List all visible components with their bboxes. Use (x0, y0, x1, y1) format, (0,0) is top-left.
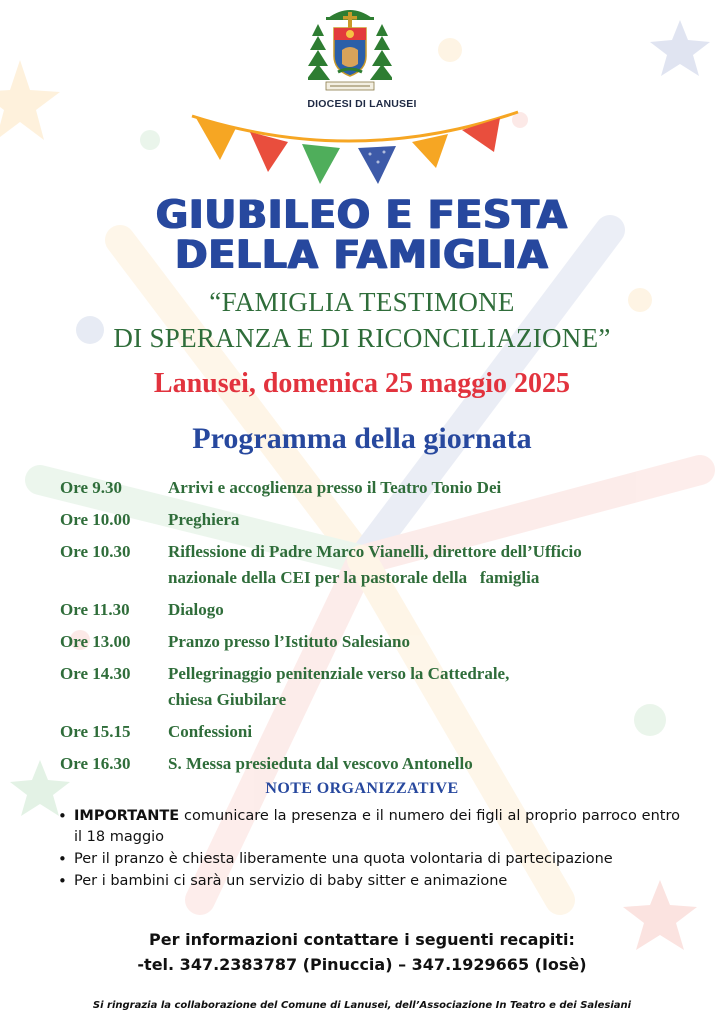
schedule-time: Ore 11.30 (60, 600, 130, 619)
note-item (58, 806, 680, 848)
activity-text: Arrivi e accoglienza presso il Teatro Tonio Dei (168, 478, 502, 497)
schedule-row (60, 629, 700, 655)
bunting-decoration-icon (190, 108, 520, 194)
note-text: Per il pranzo è chiesta liberamente una quota volontaria di partecipazione (74, 851, 613, 867)
activity-text: Riflessione di Padre Marco Vianelli, direttore dell’Ufficio (168, 542, 582, 561)
schedule-time: Ore 13.00 (60, 632, 131, 651)
activity-text: Preghiera (168, 510, 240, 529)
schedule-row (60, 539, 700, 591)
schedule-row (60, 751, 700, 777)
schedule-row (60, 475, 700, 501)
schedule-time: Ore 9.30 (60, 478, 123, 497)
activity-text-continued: nazionale della CEI per la pastorale della famiglia (168, 568, 540, 587)
activity-text: Confessioni (168, 722, 253, 741)
schedule-row (60, 661, 700, 713)
schedule-time: Ore 14.30 (60, 664, 131, 683)
note-emphasis: IMPORTANTE (74, 808, 180, 824)
schedule-activity (168, 475, 700, 501)
diocese-crest-icon (308, 4, 392, 96)
schedule-list (60, 475, 700, 783)
theme-line-1: “FAMIGLIA TESTIMONE (209, 287, 515, 317)
note-text: Per i bambini ci sarà un servizio di baby sitter e animazione (74, 873, 508, 889)
schedule-activity (168, 539, 700, 591)
activity-text-continued: chiesa Giubilare (168, 690, 287, 709)
theme-line-2: DI SPERANZA E DI RICONCILIAZIONE” (113, 323, 611, 353)
activity-text: S. Messa presieduta dal vescovo Antonello (168, 754, 473, 773)
acknowledgement-footer: Si ringrazia la collaborazione del Comune di Lanusei, dell’Associazione In Teatro e dei Salesiani (92, 1000, 632, 1011)
notes-heading: NOTE ORGANIZZATIVE (265, 780, 459, 797)
schedule-row (60, 719, 700, 745)
schedule-time: Ore 16.30 (60, 754, 131, 773)
main-title-line-1: GIUBILEO E FESTA (156, 193, 568, 238)
activity-text: Dialogo (168, 600, 224, 619)
schedule-activity (168, 629, 700, 655)
main-title-line-2: DELLA FAMIGLIA (175, 233, 549, 278)
schedule-time: Ore 15.15 (60, 722, 131, 741)
activity-text: Pellegrinaggio penitenziale verso la Cattedrale, (168, 664, 510, 683)
schedule-activity (168, 751, 700, 777)
contact-intro: Per informazioni contattare i seguenti recapiti: (149, 930, 575, 949)
activity-text: Pranzo presso l’Istituto Salesiano (168, 632, 410, 651)
diocese-label: DIOCESI DI LANUSEI (307, 98, 417, 110)
schedule-activity (168, 661, 700, 713)
program-heading: Programma della giornata (192, 422, 532, 455)
note-item (58, 849, 680, 870)
schedule-row (60, 507, 700, 533)
schedule-activity (168, 597, 700, 623)
note-text: comunicare la presenza e il numero dei figli al proprio parroco entro il 18 maggio (74, 808, 680, 845)
event-date: Lanusei, domenica 25 maggio 2025 (153, 368, 571, 399)
schedule-activity (168, 719, 700, 745)
schedule-activity (168, 507, 700, 533)
schedule-time: Ore 10.00 (60, 510, 131, 529)
notes-list (58, 806, 680, 893)
contact-phones: -tel. 347.2383787 (Pinuccia) – 347.1929665 (Iosè) (137, 955, 587, 974)
note-item (58, 871, 680, 892)
schedule-row (60, 597, 700, 623)
schedule-time: Ore 10.30 (60, 542, 131, 561)
